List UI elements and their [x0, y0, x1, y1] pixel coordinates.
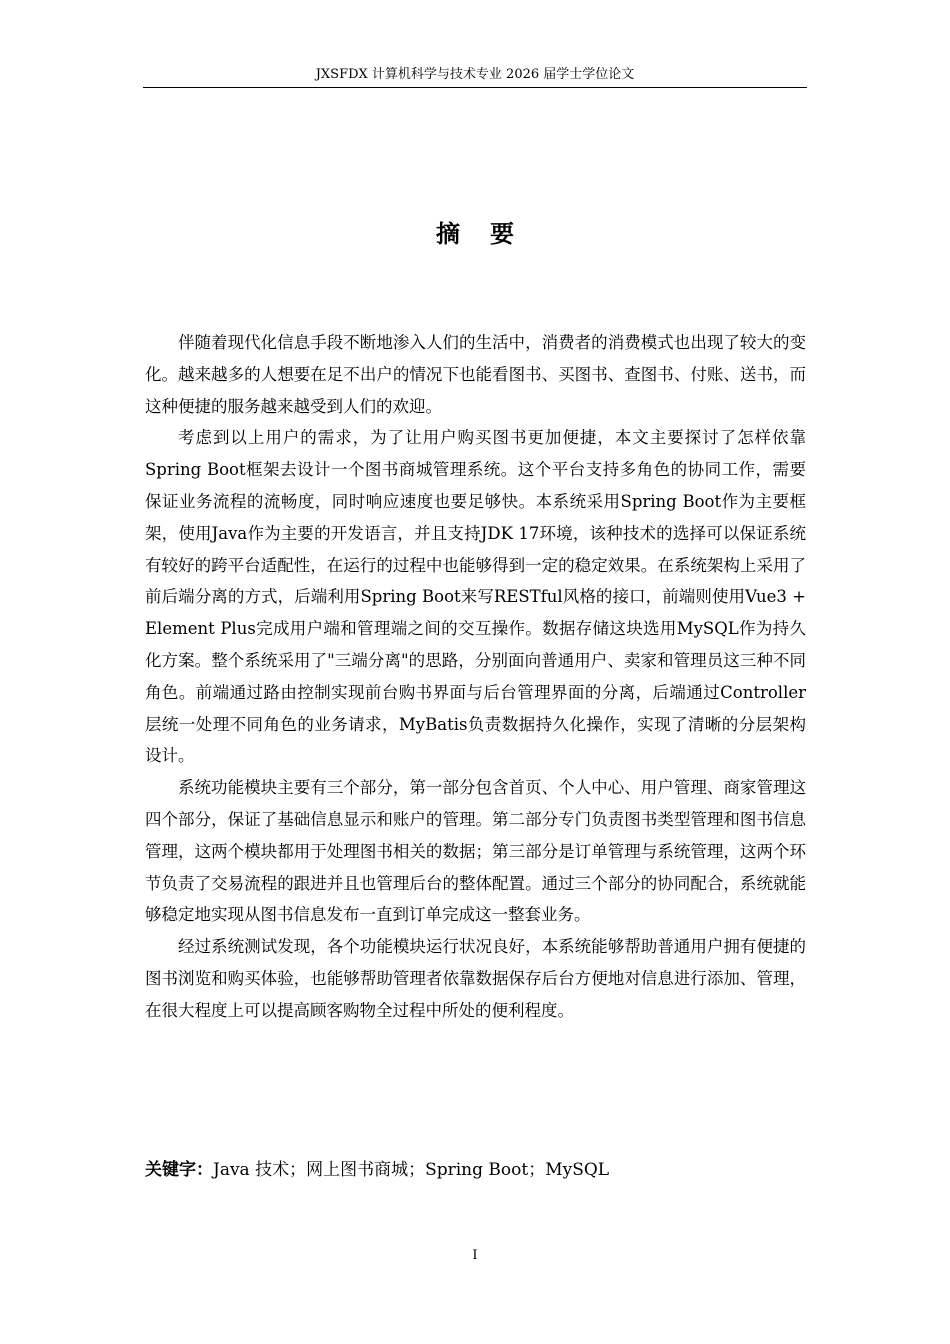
abstract-paragraph-1: 伴随着现代化信息手段不断地渗入人们的生活中，消费者的消费模式也出现了较大的变化。越来越多的人想要在足不出户的情况下也能看图书、买图书、查图书、付账、送书，而这种便捷的服务越来越受到人们的欢迎。 [145, 333, 806, 416]
abstract-paragraph-3: 系统功能模块主要有三个部分，第一部分包含首页、个人中心、用户管理、商家管理这四个部分，保证了基础信息显示和账户的管理。第二部分专门负责图书类型管理和图书信息管理，这两个模块都用于处理图书相关的数据；第三部分是订单管理与系统管理，这两个环节负责了交易流程的跟进并且也管理后台的整体配置。通过三个部分的协同配合，系统就能够稳定地实现从图书信息发布一直到订单完成这一整套业务。 [145, 778, 806, 925]
keywords-label: 关键字： [145, 1160, 213, 1180]
abstract-paragraph-4: 经过系统测试发现，各个功能模块运行状况良好，本系统能够帮助普通用户拥有便捷的图书浏览和购买体验，也能够帮助管理者依靠数据保存后台方便地对信息进行添加、管理，在很大程度上可以提高顾客购物全过程中所处的便利程度。 [145, 937, 806, 1020]
abstract-title: 摘要 [436, 220, 544, 248]
running-header: JXSFDX 计算机科学与技术专业 2026 届学士学位论文 [315, 67, 635, 82]
abstract-body [145, 327, 806, 1027]
header-rule [143, 87, 807, 88]
keywords-value: Java 技术；网上图书商城；Spring Boot；MySQL [213, 1160, 610, 1180]
abstract-paragraph-2: 考虑到以上用户的需求，为了让用户购买图书更加便捷，本文主要探讨了怎样依靠Spring Boot框架去设计一个图书商城管理系统。这个平台支持多角色的协同工作，需要保证业务流程的流畅度，同时响应速度也要足够快。本系统采用Spring Boot作为主要框架，使用Java作为主要的开发语言，并且支持JDK 17环境，该种技术的选择可以保证系统有较好的跨平台适配性，在运行的过程中也能够得到一定的稳定效果。在系统架构上采用了前后端分离的方式，后端利用Spring Boot来写RESTful风格的接口，前端则使用Vue3 + Element Plus完成用户端和管理端之间的交互操作。数据存储这块选用MySQL作为持久化方案。整个系统采用了"三端分离"的思路，分别面向普通用户、卖家和管理员这三种不同角色。前端通过路由控制实现前台购书界面与后台管理界面的分离，后端通过Controller层统一处理不同角色的业务请求，MyBatis负责数据持久化操作，实现了清晰的分层架构设计。 [145, 428, 806, 766]
page-number: I [472, 1248, 478, 1263]
keywords-line [145, 1155, 806, 1185]
